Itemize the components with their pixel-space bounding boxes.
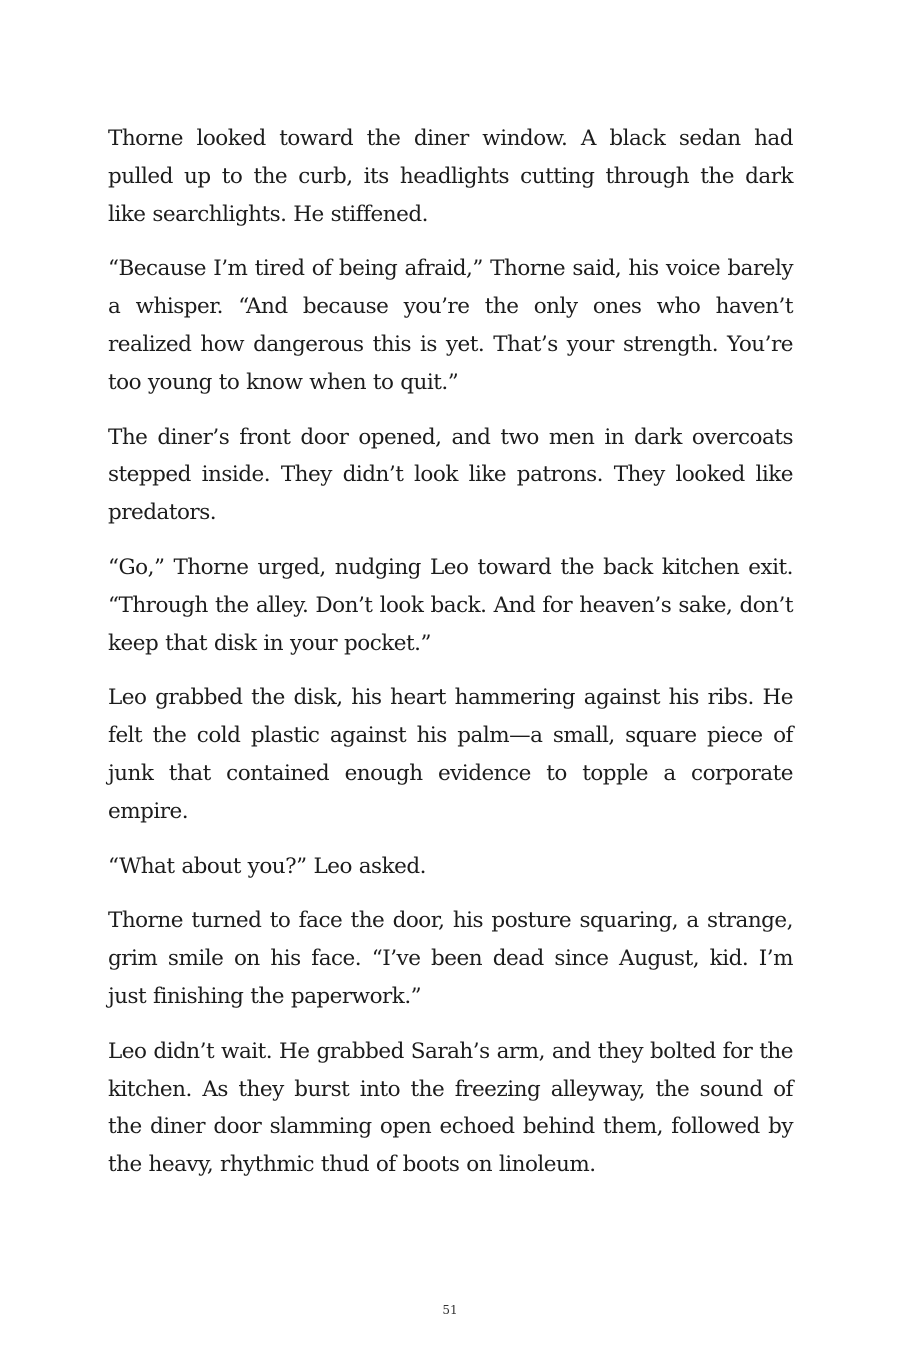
paragraph: The diner’s front door opened, and two men in dark overcoats stepped inside. They didn’t look like patrons. They looked like predators.	[108, 424, 793, 526]
paragraph: Leo grabbed the disk, his heart hammering against his ribs. He felt the cold plastic against his palm—a small, square piece of junk that contained enough evidence to topple a corporate empire.	[108, 685, 793, 824]
paragraph: Leo didn’t wait. He grabbed Sarah’s arm, and they bolted for the kitchen. As they burst into the freezing alleyway, the sound of the diner door slamming open echoed behind them, followed by the heavy, rhythmic thud of boots on linoleum.	[108, 1038, 793, 1178]
paragraph: Thorne turned to face the door, his posture squaring, a strange, grim smile on his face. “I’ve been dead since August, kid. I’m just finishing the paperwork.”	[108, 908, 793, 1009]
paragraph: “Go,” Thorne urged, nudging Leo toward the back kitchen exit. “Through the alley. Don’t look back. And for heaven’s sake, don’t keep that disk in your pocket.”	[108, 554, 793, 656]
paragraph: “What about you?” Leo asked.	[108, 853, 426, 879]
paragraph: Thorne looked toward the diner window. A black sedan had pulled up to the curb, its headlights cutting through the dark like searchlights. He stiffened.	[108, 126, 793, 227]
page-body	[108, 120, 793, 1201]
paragraph: “Because I’m tired of being afraid,” Thorne said, his voice barely a whisper. “And because you’re the only ones who haven’t realized how dangerous this is yet. That’s your strength. You’re too young to know when to quit.”	[108, 256, 793, 395]
page-number: 51	[442, 1303, 458, 1317]
